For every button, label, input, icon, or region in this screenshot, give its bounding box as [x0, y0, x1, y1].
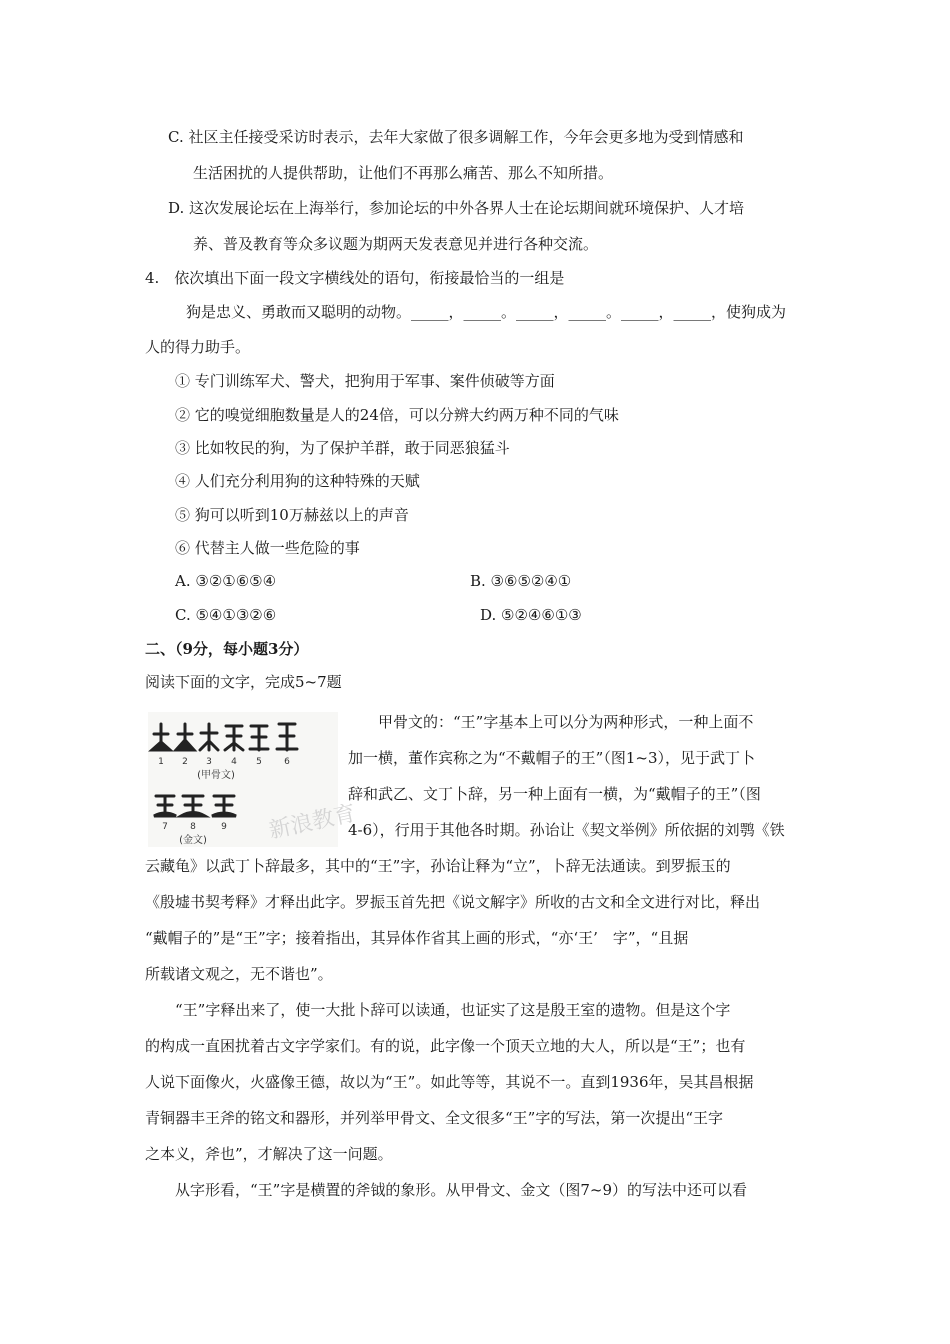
article-line-14: 从字形看，“王”字是横置的斧钺的象形。从甲骨文、金文（图7~9）的写法中还可以看	[175, 1181, 747, 1199]
q4-choice-d: D. ⑤②④⑥①③	[480, 606, 582, 624]
article-line-5: 云藏龟》以武丁卜辞最多，其中的“王”字，孙诒让释为“立”，卜辞无法通读。到罗振玉的	[145, 857, 731, 875]
section2-heading: 二、（9分，每小题3分）	[145, 640, 309, 658]
glyph-number-6: 6	[284, 757, 290, 767]
article-line-12: 青铜器丰王斧的铭文和器形，并列举甲骨文、全文很多“王”字的写法，第一次提出“王字	[145, 1109, 724, 1127]
glyph-number-1: 1	[158, 757, 164, 767]
article-line-10: 的构成一直困扰着古文字学家们。有的说，此字像一个顶天立地的大人，所以是“王”；也有	[145, 1037, 746, 1055]
article-line-4: 4-6），行用于其他各时期。孙诒让《契文举例》所依据的刘鹗《铁	[348, 821, 785, 839]
article-line-6: 《殷墟书契考释》才释出此字。罗振玉首先把《说文解字》所收的古文和全文进行对比，释出	[145, 893, 761, 911]
article-line-13: 之本义，斧也”，才解决了这一问题。	[145, 1145, 393, 1163]
q4-passage-line2: 人的得力助手。	[145, 338, 251, 356]
section2-instruction: 阅读下面的文字，完成5~7题	[145, 673, 342, 691]
q3-option-c-line2: 生活困扰的人提供帮助，让他们不再那么痛苦、那么不知所措。	[193, 164, 614, 182]
article-line-11: 人说下面像火，火盛像王德，故以为“王”。如此等等，其说不一。直到1936年，吴其昌根据	[145, 1073, 754, 1091]
q4-item-6: ⑥ 代替主人做一些危险的事	[175, 539, 360, 557]
figure-watermark: 新浪教育	[266, 801, 359, 844]
article-line-2: 加一横，董作宾称之为“不戴帽子的王”（图1~3），见于武丁卜	[348, 749, 755, 767]
q4-item-5: ⑤ 狗可以听到10万赫兹以上的声音	[175, 506, 409, 524]
q3-option-d-line2: 养、普及教育等众多议题为期两天发表意见并进行各种交流。	[193, 235, 599, 253]
q4-choice-c: C. ⑤④①③②⑥	[175, 606, 277, 624]
article-line-8: 所载诸文观之，无不谐也”。	[145, 965, 333, 983]
glyph-number-8: 8	[190, 822, 196, 832]
caption-bronze: (金文)	[179, 835, 207, 846]
glyph-number-2: 2	[182, 757, 188, 767]
article-line-7: “戴帽子的”是“王”字；接着指出，其异体作省其上画的形式，“亦‘王’ 字”，“且据	[145, 929, 689, 947]
q3-option-c-line1: C. 社区主任接受采访时表示，去年大家做了很多调解工作，今年会更多地为受到情感和	[168, 128, 744, 146]
wang-character-figure	[148, 712, 359, 847]
q4-item-1: ① 专门训练军犬、警犬，把狗用于军事、案件侦破等方面	[175, 372, 555, 390]
q4-choice-a: A. ③②①⑥⑤④	[175, 572, 277, 590]
article-line-3: 辞和武乙、文丁卜辞，另一种上面有一横，为“戴帽子的王”（图	[348, 785, 761, 803]
q4-item-4: ④ 人们充分利用狗的这种特殊的天赋	[175, 472, 420, 490]
glyph-number-7: 7	[162, 822, 168, 832]
wang-glyphs-image	[148, 712, 359, 847]
q4-item-3: ③ 比如牧民的狗，为了保护羊群，敢于同恶狼猛斗	[175, 439, 510, 457]
q4-item-2: ② 它的嗅觉细胞数量是人的24倍，可以分辨大约两万种不同的气味	[175, 406, 619, 424]
q4-passage-line1: 狗是忠义、勇敢而又聪明的动物。_____，_____。_____，_____。_____，_____，使狗成为	[186, 303, 787, 321]
glyph-number-3: 3	[206, 757, 212, 767]
q3-option-d-line1: D. 这次发展论坛在上海举行，参加论坛的中外各界人士在论坛期间就环境保护、人才培	[168, 199, 745, 217]
q4-stem: 4. 依次填出下面一段文字横线处的语句，衔接最恰当的一组是	[145, 269, 565, 287]
q4-choice-b: B. ③⑥⑤②④①	[470, 572, 572, 590]
glyph-number-9: 9	[221, 822, 227, 832]
article-line-1: 甲骨文的：“王”字基本上可以分为两种形式，一种上面不	[378, 713, 754, 731]
article-line-9: “王”字释出来了，使一大批卜辞可以读通，也证实了这是殷王室的遗物。但是这个字	[175, 1001, 731, 1019]
caption-oracle-bone: (甲骨文)	[197, 770, 235, 781]
glyph-number-5: 5	[256, 757, 262, 767]
glyph-number-4: 4	[231, 757, 237, 767]
